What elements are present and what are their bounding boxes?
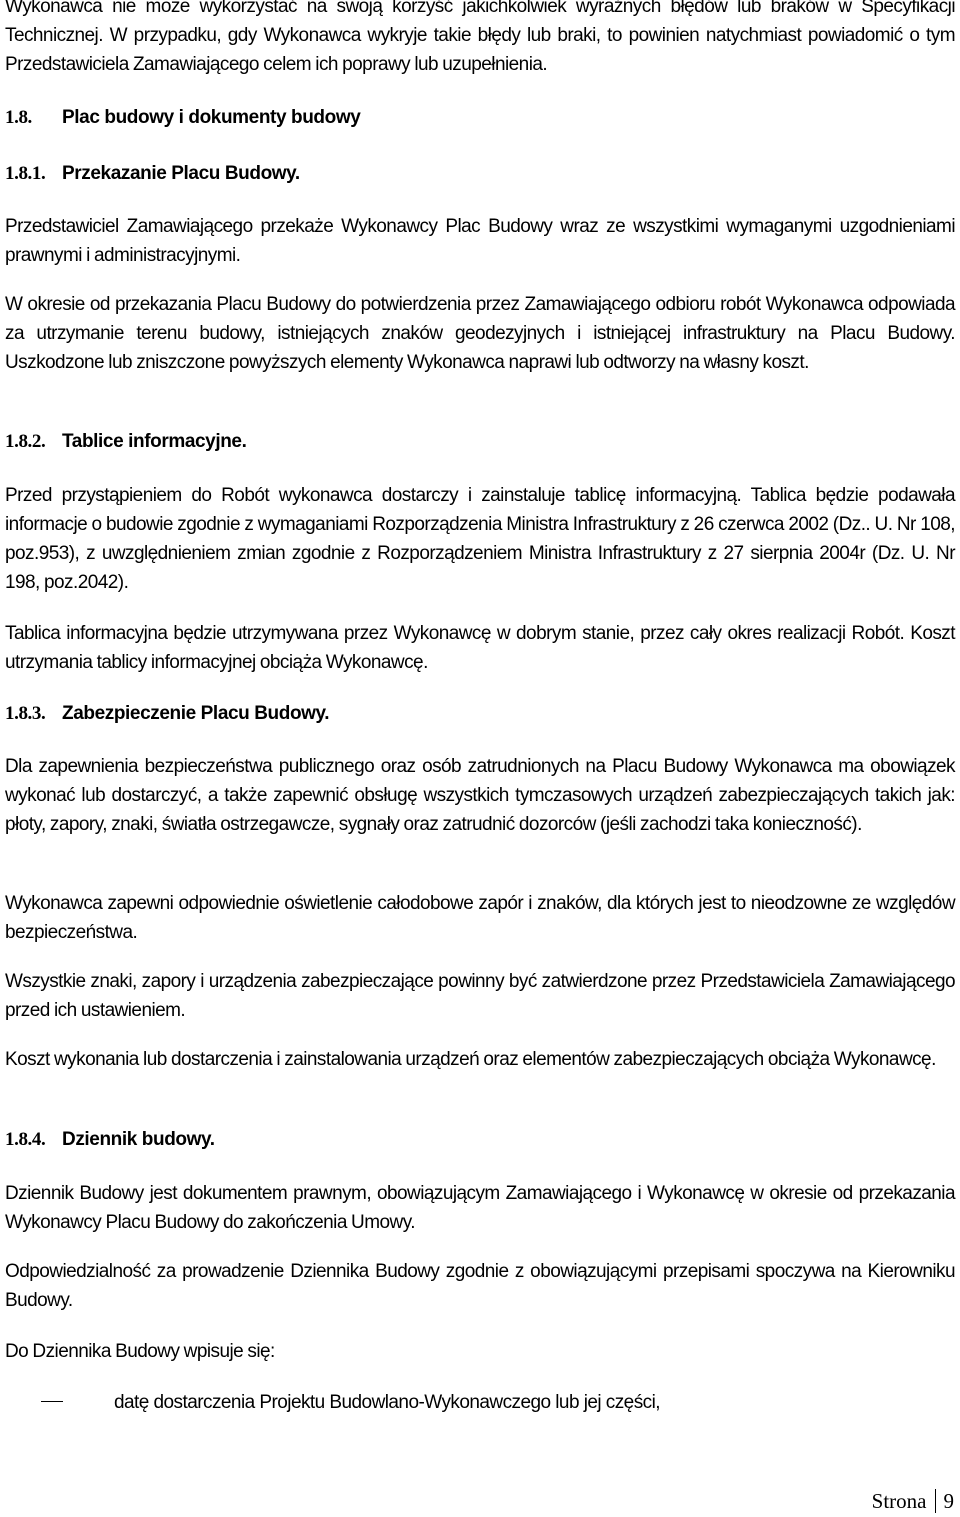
paragraph-public-safety: Dla zapewnienia bezpieczeństwa publicznego oraz osób zatrudnionych na Placu Budowy Wykonawca ma obowiązek wykonać lub dostarczyć, a także zapewnić obsługę wszystkich tymczasowych urządzeń zabezpieczających takich jak: płoty, zapory, znaki, światła ostrzegawcze, sygnały oraz zatrudnić dozorców (jeśli zachodzi taka konieczność). (5, 756, 955, 835)
heading-1-8-4 (5, 1125, 215, 1154)
paragraph-site-diary-responsibility: Odpowiedzialność za prowadzenie Dziennika Budowy zgodnie z obowiązującymi przepisami spoczywa na Kierowniku Budowy. (5, 1261, 955, 1311)
heading-title: Dziennik budowy. (62, 1129, 215, 1150)
heading-1-8-1 (5, 159, 300, 188)
heading-title: Plac budowy i dokumenty budowy (62, 107, 361, 128)
heading-number: 1.8. (5, 107, 32, 128)
heading-number: 1.8.1. (5, 163, 46, 184)
paragraph-signs-approval: Wszystkie znaki, zapory i urządzenia zabezpieczające powinny być zatwierdzone przez Przedstawiciela Zamawiającego przed ich ustawieniem. (5, 971, 955, 1021)
heading-title: Przekazanie Placu Budowy. (62, 163, 300, 184)
heading-1-8-3 (5, 699, 329, 728)
heading-number: 1.8.2. (5, 431, 46, 452)
paragraph-security-costs: Koszt wykonania lub dostarczenia i zainstalowania urządzeń oraz elementów zabezpieczających obciąża Wykonawcę. (5, 1049, 936, 1070)
list-item (41, 1388, 660, 1417)
dash-bullet-icon (41, 1407, 114, 1408)
paragraph-site-diary-entries-intro: Do Dziennika Budowy wpisuje się: (5, 1341, 275, 1362)
paragraph-site-handover: Przedstawiciel Zamawiającego przekaże Wykonawcy Plac Budowy wraz ze wszystkimi wymaganymi uzgodnieniami prawnymi i administracyjnymi. (5, 216, 955, 266)
paragraph-site-responsibility: W okresie od przekazania Placu Budowy do potwierdzenia przez Zamawiającego odbioru robót Wykonawca odpowiada za utrzymanie terenu budowy, istniejących znaków geodezyjnych i istniejącej infrastruktury na Placu Budowy. Uszkodzone lub zniszczone powyższych elementy Wykonawca naprawi lub odtworzy na własny koszt. (5, 294, 955, 373)
heading-number: 1.8.4. (5, 1129, 46, 1150)
paragraph-site-diary-definition: Dziennik Budowy jest dokumentem prawnym, obowiązującym Zamawiającego i Wykonawcę w okresie od przekazania Wykonawcy Placu Budowy do zakończenia Umowy. (5, 1183, 955, 1233)
footer-separator (935, 1489, 936, 1513)
heading-1-8-2 (5, 427, 246, 456)
page-footer (872, 1488, 954, 1514)
page-label: Strona (871, 1489, 927, 1513)
heading-title: Tablice informacyjne. (62, 431, 247, 452)
heading-title: Zabezpieczenie Placu Budowy. (62, 703, 330, 724)
page-number: 9 (943, 1489, 954, 1513)
paragraph-information-board: Przed przystąpieniem do Robót wykonawca dostarczy i zainstaluje tablicę informacyjną. Tablica będzie podawała informacje o budowie zgodnie z wymaganiami Rozporządzenia Ministra Infrastruktury z 26 czerwca 2002 (Dz.. U. Nr 108, poz.953), z uwzględnieniem zmian zgodnie z Rozporządzeniem Ministra Infrastruktury z 27 sierpnia 2004r (Dz. U. Nr 198, poz.2042). (5, 485, 955, 593)
list-item-text: datę dostarczenia Projektu Budowlano-Wykonawczego lub jej części, (114, 1392, 660, 1413)
heading-number: 1.8.3. (5, 703, 46, 724)
paragraph-board-maintenance: Tablica informacyjna będzie utrzymywana przez Wykonawcę w dobrym stanie, przez cały okres realizacji Robót. Koszt utrzymania tablicy informacyjnej obciąża Wykonawcę. (5, 623, 955, 673)
paragraph-errors-in-specification: Wykonawca nie może wykorzystać na swoją korzyść jakichkolwiek wyraźnych błędów lub braków w Specyfikacji Technicznej. W przypadku, gdy Wykonawca wykryje takie błędy lub braki, to powinien natychmiast powiadomić o tym Przedstawiciela Zamawiającego celem ich poprawy lub uzupełnienia. (5, 0, 955, 75)
heading-1-8 (5, 103, 360, 132)
paragraph-lighting: Wykonawca zapewni odpowiednie oświetlenie całodobowe zapór i znaków, dla których jest to nieodzowne ze względów bezpieczeństwa. (5, 893, 955, 943)
